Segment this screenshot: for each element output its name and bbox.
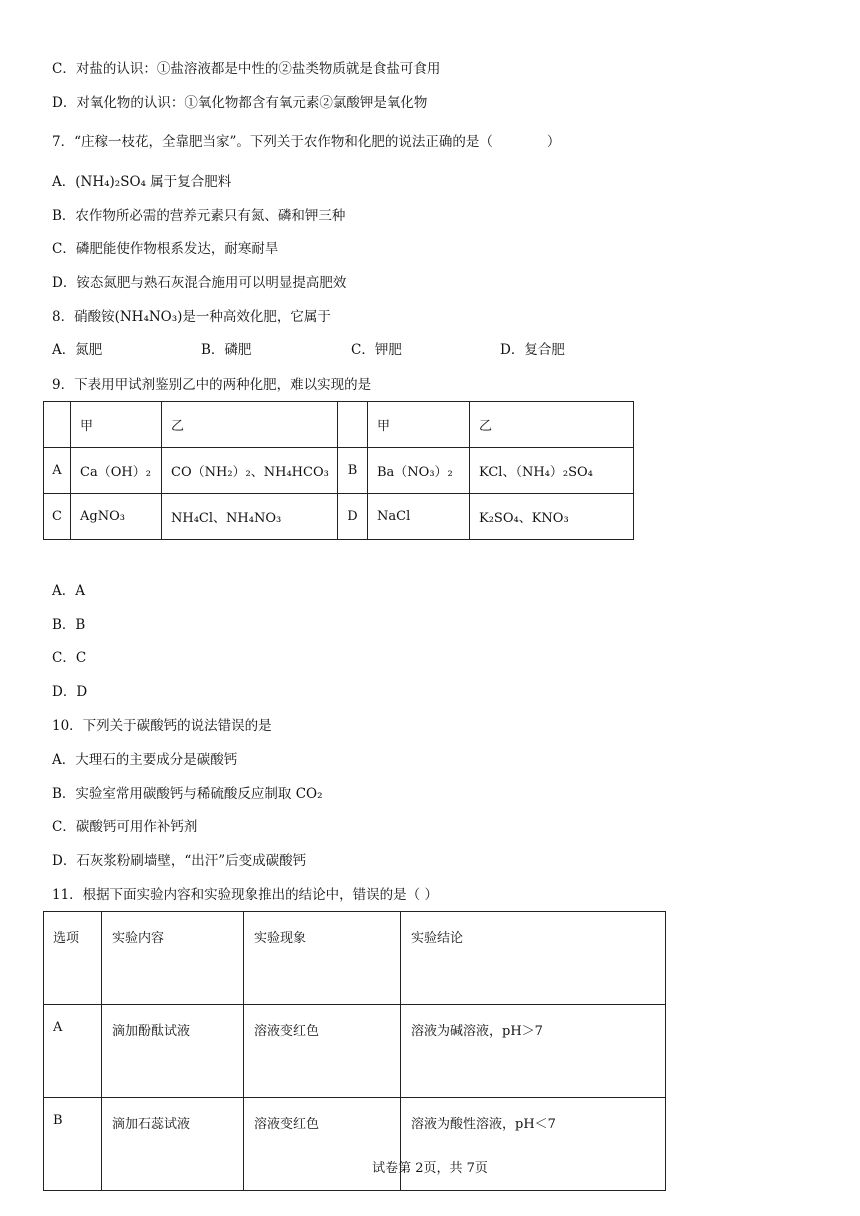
table-cell: 乙: [162, 402, 338, 448]
table-cell: 溶液变红色: [244, 1005, 401, 1098]
q7-stem: 7．“庄稼一枝花，全靠肥当家”。下列关于农作物和化肥的说法正确的是（ ）: [52, 134, 561, 150]
q8-option-d: D．复合肥: [500, 342, 565, 358]
q8-options: [52, 341, 752, 359]
q7-option-a: A．(NH₄)₂SO₄ 属于复合肥料: [52, 174, 232, 190]
table-cell: [44, 402, 71, 448]
table-cell: 甲: [71, 402, 162, 448]
table-cell: 乙: [470, 402, 634, 448]
q7-option-b: B．农作物所必需的营养元素只有氮、磷和钾三种: [52, 208, 346, 224]
q9-table: [43, 401, 634, 540]
table-cell: 滴加酚酞试液: [102, 1005, 244, 1098]
table-cell: D: [338, 494, 368, 540]
q10-option-d: D．石灰浆粉刷墙壁，“出汗”后变成碳酸钙: [52, 853, 307, 869]
table-cell: Ba（NO₃）₂: [368, 448, 470, 494]
q9-option-b: B．B: [52, 617, 86, 633]
q10-stem: 10．下列关于碳酸钙的说法错误的是: [52, 718, 272, 734]
table-cell: A: [44, 448, 71, 494]
table-row: [44, 402, 634, 448]
table-cell: 溶液为碱溶液，pH＞7: [401, 1005, 666, 1098]
q11-table: [43, 911, 666, 1191]
q8-option-b: B．磷肥: [201, 342, 252, 358]
q7-option-d: D．铵态氮肥与熟石灰混合施用可以明显提高肥效: [52, 275, 347, 291]
q8-option-c: C．钾肥: [351, 342, 402, 358]
table-row: [44, 1005, 666, 1098]
q6-option-d: D．对氧化物的认识：①氧化物都含有氧元素②氯酸钾是氧化物: [52, 95, 428, 111]
table-cell: Ca（OH）₂: [71, 448, 162, 494]
table-cell: NaCl: [368, 494, 470, 540]
table-header-cell: 实验现象: [244, 912, 401, 1005]
q10-option-a: A．大理石的主要成分是碳酸钙: [52, 752, 238, 768]
q10-option-b: B．实验室常用碳酸钙与稀硫酸反应制取 CO₂: [52, 786, 323, 802]
q9-stem: 9．下表用甲试剂鉴别乙中的两种化肥，难以实现的是: [52, 377, 372, 393]
table-header-row: [44, 912, 666, 1005]
q7-option-c: C．磷肥能使作物根系发达，耐寒耐旱: [52, 241, 279, 257]
q6-option-c: C．对盐的认识：①盐溶液都是中性的②盐类物质就是食盐可食用: [52, 61, 441, 77]
q8-option-a: A．氮肥: [52, 342, 103, 358]
table-cell: B: [44, 1098, 102, 1191]
table-row: [44, 494, 634, 540]
table-cell: A: [44, 1005, 102, 1098]
q11-stem: 11．根据下面实验内容和实验现象推出的结论中，错误的是（ ）: [52, 887, 438, 903]
table-cell: 甲: [368, 402, 470, 448]
table-cell: 溶液为酸性溶液，pH＜7: [401, 1098, 666, 1191]
q8-stem: 8．硝酸铵(NH₄NO₃)是一种高效化肥，它属于: [52, 309, 331, 325]
table-cell: CO（NH₂）₂、NH₄HCO₃: [162, 448, 338, 494]
table-cell: C: [44, 494, 71, 540]
q9-option-d: D．D: [52, 684, 88, 700]
table-cell: NH₄Cl、NH₄NO₃: [162, 494, 338, 540]
table-header-cell: 实验内容: [102, 912, 244, 1005]
table-header-cell: 选项: [44, 912, 102, 1005]
table-cell: AgNO₃: [71, 494, 162, 540]
page-footer: 试卷第 2页，共 7页: [372, 1161, 488, 1176]
table-cell: B: [338, 448, 368, 494]
q10-option-c: C．碳酸钙可用作补钙剂: [52, 819, 198, 835]
table-row: [44, 448, 634, 494]
table-header-cell: 实验结论: [401, 912, 666, 1005]
table-cell: [338, 402, 368, 448]
table-cell: 滴加石蕊试液: [102, 1098, 244, 1191]
table-cell: K₂SO₄、KNO₃: [470, 494, 634, 540]
table-cell: KCl、（NH₄）₂SO₄: [470, 448, 634, 494]
q9-option-c: C．C: [52, 650, 87, 666]
q9-option-a: A．A: [52, 583, 85, 599]
table-cell: 溶液变红色: [244, 1098, 401, 1191]
